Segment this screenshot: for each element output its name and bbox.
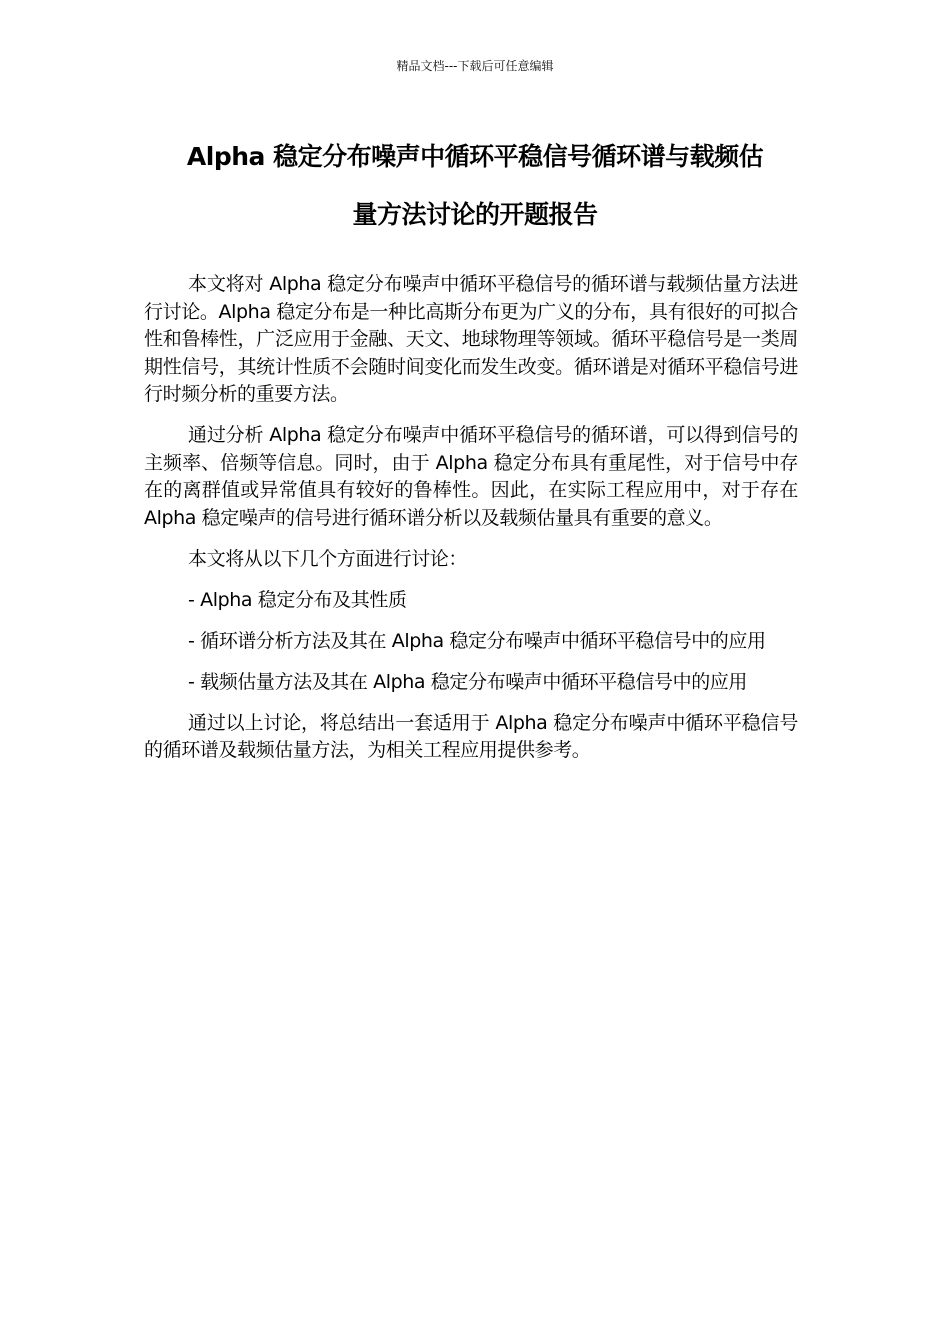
list-item: - 循环谱分析方法及其在 Alpha 稳定分布噪声中循环平稳信号中的应用 — [188, 629, 766, 652]
paragraph-conclusion: 通过以上讨论，将总结出一套适用于 Alpha 稳定分布噪声中循环平稳信号的循环谱及载频估量方法，为相关工程应用提供参考。 — [144, 711, 798, 761]
page-header: 精品文档---下载后可任意编辑 — [396, 59, 554, 73]
list-item: - 载频估量方法及其在 Alpha 稳定分布噪声中循环平稳信号中的应用 — [188, 670, 747, 693]
title-line-2: 量方法讨论的开题报告 — [352, 200, 598, 229]
paragraph-intro: 本文将对 Alpha 稳定分布噪声中循环平稳信号的循环谱与载频估量方法进行讨论。Alpha 稳定分布是一种比高斯分布更为广义的分布，具有很好的可拟合性和鲁棒性，广泛应用于金融、天文、地球物理等领域。循环平稳信号是一类周期性信号，其统计性质不会随时间变化而发生改变。循环谱是对循环平稳信号进行时频分析的重要方法。 — [144, 273, 798, 405]
paragraph-outline-intro: 本文将从以下几个方面进行讨论： — [188, 547, 468, 570]
document-title — [140, 128, 810, 244]
paragraph-analysis: 通过分析 Alpha 稳定分布噪声中循环平稳信号的循环谱，可以得到信号的主频率、倍频等信息。同时，由于 Alpha 稳定分布具有重尾性，对于信号中存在的离群值或异常值具有较好的鲁棒性。因此，在实际工程应用中，对于存在 Alpha 稳定噪声的信号进行循环谱分析以及载频估量具有重要的意义。 — [144, 424, 798, 529]
list-item: - Alpha 稳定分布及其性质 — [188, 588, 407, 611]
title-line-1: Alpha 稳定分布噪声中循环平稳信号循环谱与载频估 — [186, 142, 764, 171]
document-body — [144, 271, 798, 778]
